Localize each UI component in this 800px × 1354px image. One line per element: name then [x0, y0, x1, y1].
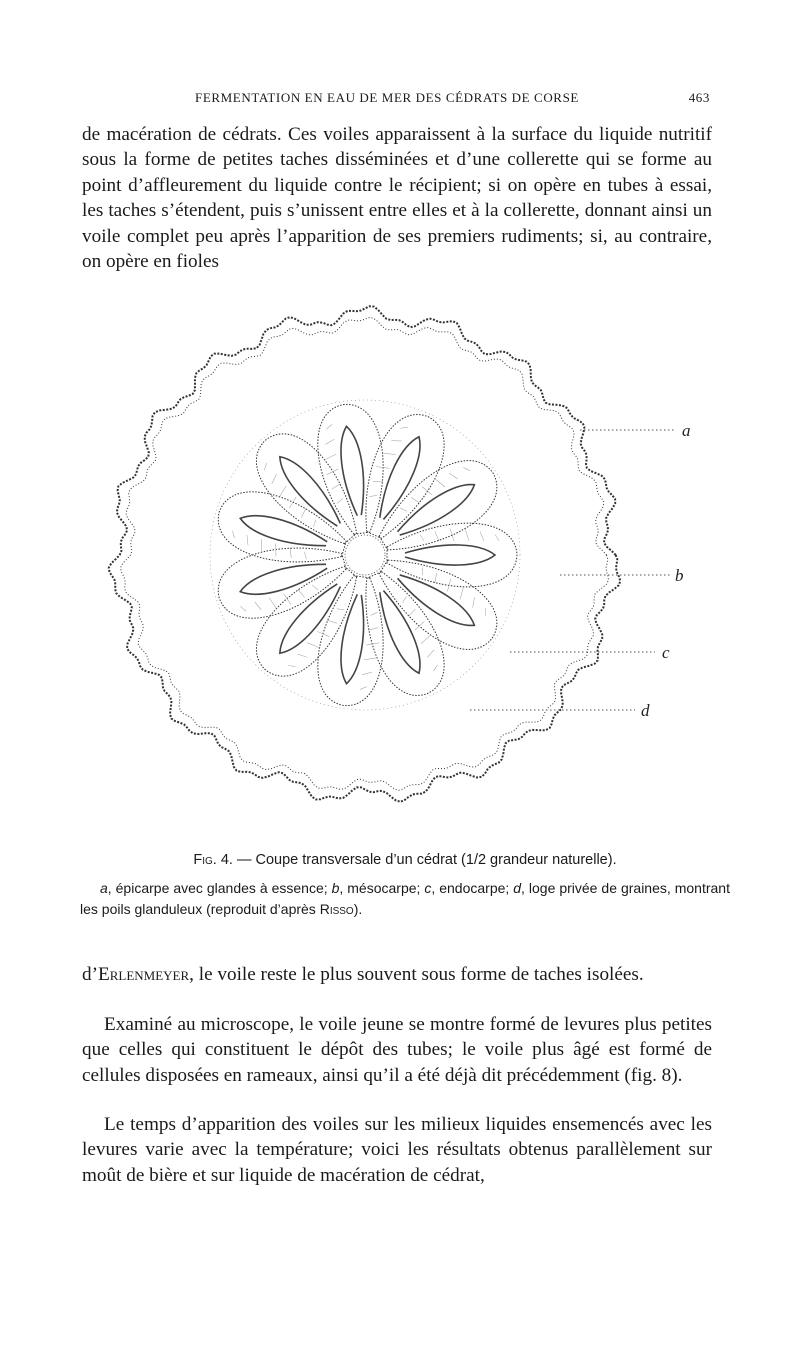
figure-label-d: d: [641, 701, 650, 720]
legend-key-c: c: [424, 880, 432, 896]
p2-name: Erlenmeyer: [97, 964, 190, 985]
figure-leader-lines: [470, 430, 675, 710]
running-header: [80, 90, 710, 112]
legend-text-a: , épicarpe avec glandes à essence;: [107, 880, 332, 896]
running-title: FERMENTATION EN EAU DE MER DES CÉDRATS DE CORSE: [195, 90, 579, 105]
figure-label-a: a: [682, 421, 691, 440]
paragraph-microscope: Examiné au microscope, le voile jeune se montre formé de levures plus petites que celles qui constituent le dépôt des tubes; le voile plus âgé est formé de cellules disposées en rameaux, ainsi qu’il a été déjà dit précédemment (fig. 8).: [82, 1014, 712, 1086]
page-number: 463: [688, 90, 710, 105]
legend-key-d: d: [513, 880, 522, 896]
citron-drawing: [109, 306, 621, 801]
legend-key-b: b: [331, 880, 340, 896]
legend-text-c: , endocarpe;: [431, 880, 514, 896]
figure-label-c: c: [662, 643, 670, 662]
p2-rest: , le voile reste le plus souvent sous forme de taches isolées.: [189, 964, 644, 985]
citron-cross-section-figure: [90, 290, 730, 850]
locule-segment: [210, 482, 353, 580]
central-axis: [345, 535, 385, 575]
figure-label-b: b: [675, 566, 684, 585]
legend-text-d: , loge privée de graines, montrant les poils glanduleux (reproduit d’après: [80, 880, 730, 917]
paragraph-erlenmeyer: [82, 962, 712, 987]
paragraph-continued: de macération de cédrats. Ces voiles apparaissent à la surface du liquide nutritif sous la forme de petites taches disséminées et d’une collerette qui se forme au point d’affleurement du liquide contre le récipient; si on opère en tubes à essai, les taches s’étendent, puis s’unissent entre elles et à la collerette, donnant ainsi un voile complet peu après l’apparition de ses premiers rudiments; si, au contraire, on opère en fioles: [82, 124, 712, 273]
caption-figure-number: Fig. 4.: [193, 852, 233, 868]
caption-title: — Coupe transversale d’un cédrat (1/2 grandeur naturelle).: [232, 852, 617, 868]
legend-text-end: ).: [353, 901, 363, 917]
figure-legend: [80, 878, 730, 920]
legend-text-b: , mésocarpe;: [339, 880, 425, 896]
p2-prefix: d’: [82, 964, 98, 985]
legend-key-a: a: [100, 880, 108, 896]
figure-caption: [80, 852, 730, 868]
locule-segment: [210, 531, 353, 629]
legend-author: Risso: [319, 901, 354, 917]
paragraph-appearance-time: Le temps d’apparition des voiles sur les milieux liquides ensemencés avec les levures varie avec la température; voici les résultats obtenus parallèlement sur moût de bière et sur liquide de macération de cédrat,: [82, 1114, 712, 1186]
